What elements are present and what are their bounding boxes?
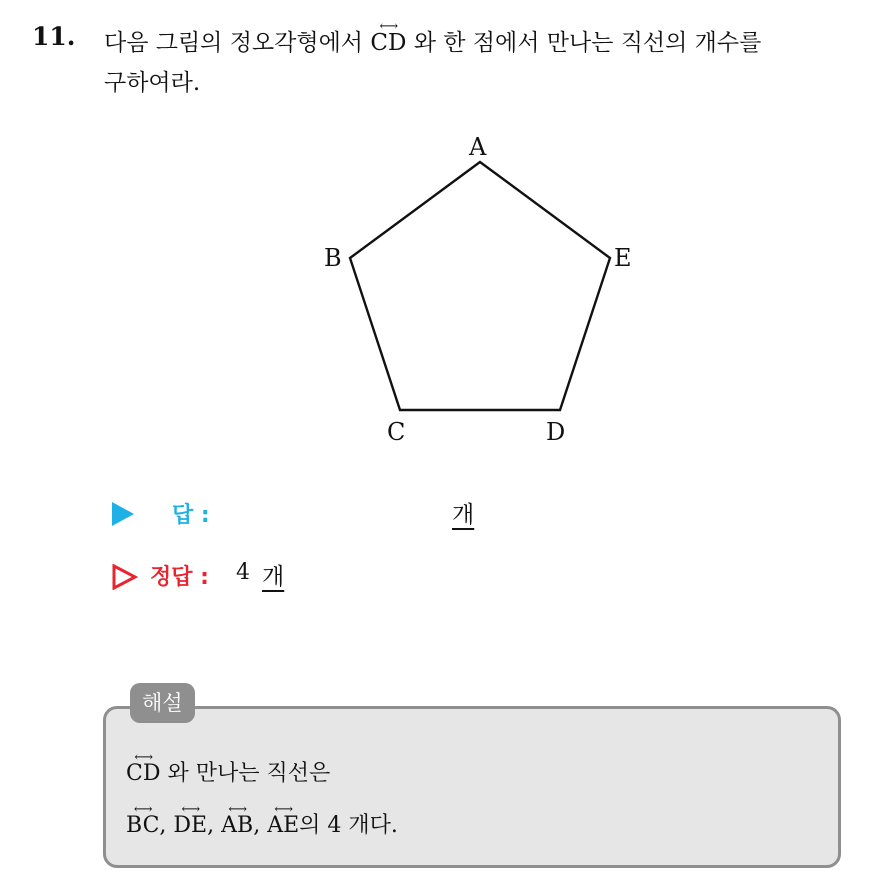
vertex-label-e: E (614, 244, 632, 272)
solution-line-1 (126, 750, 331, 787)
vertex-label-a: A (469, 133, 487, 161)
correct-label: 정답 : (150, 565, 209, 590)
vertex-label-b: B (324, 244, 342, 272)
line-ab-label: AB (221, 813, 254, 838)
vertex-label-c: C (387, 418, 406, 446)
solution-box (103, 706, 841, 868)
line-bc-label: BC (126, 813, 160, 838)
double-arrow-icon: ⟷ (181, 802, 200, 817)
answer-label: 답 : (172, 503, 210, 528)
solution-line-cd-label: CD (126, 761, 161, 786)
line-de-symbol (173, 802, 208, 838)
solution-tab: 해설 (130, 683, 195, 723)
line-ab-symbol (221, 802, 254, 838)
vertex-label-d: D (546, 418, 566, 446)
solution-line-cd-symbol (126, 750, 161, 786)
double-arrow-icon: ⟷ (134, 750, 153, 765)
question-text-after: 와 한 점에서 만나는 직선의 개수를 (406, 30, 762, 56)
solution-separator: , (159, 813, 174, 838)
correct-unit: 개 (262, 564, 285, 590)
answer-row (112, 496, 712, 536)
pentagon-figure (300, 125, 660, 455)
correct-value: 4 (236, 560, 250, 585)
line-de-label: DE (173, 813, 208, 838)
solution-line-1-text: 와 만나는 직선은 (160, 761, 331, 786)
line-cd-label: CD (370, 30, 407, 56)
question-text-line-1 (104, 19, 762, 57)
solution-line-2 (126, 802, 398, 839)
double-arrow-icon: ⟷ (133, 802, 152, 817)
outline-triangle-icon (112, 564, 138, 590)
double-arrow-icon: ⟷ (274, 802, 292, 817)
line-cd-symbol (370, 19, 407, 56)
line-bc-symbol (126, 802, 160, 838)
solution-separator: , (253, 813, 268, 838)
line-ae-symbol (267, 802, 300, 838)
line-ae-label: AE (267, 813, 300, 838)
correct-answer-row (112, 558, 712, 598)
filled-triangle-icon (112, 502, 134, 526)
question-number: 11. (32, 22, 76, 51)
double-arrow-icon: ⟷ (228, 802, 246, 817)
solution-separator: , (207, 813, 222, 838)
question-text-line-2: 구하여라. (104, 70, 201, 96)
question-text-before: 다음 그림의 정오각형에서 (104, 30, 371, 56)
double-arrow-icon: ⟷ (379, 19, 398, 34)
solution-line-2-text: 의 4 개다. (299, 813, 398, 838)
answer-unit: 개 (452, 502, 475, 528)
pentagon-shape (350, 162, 610, 410)
